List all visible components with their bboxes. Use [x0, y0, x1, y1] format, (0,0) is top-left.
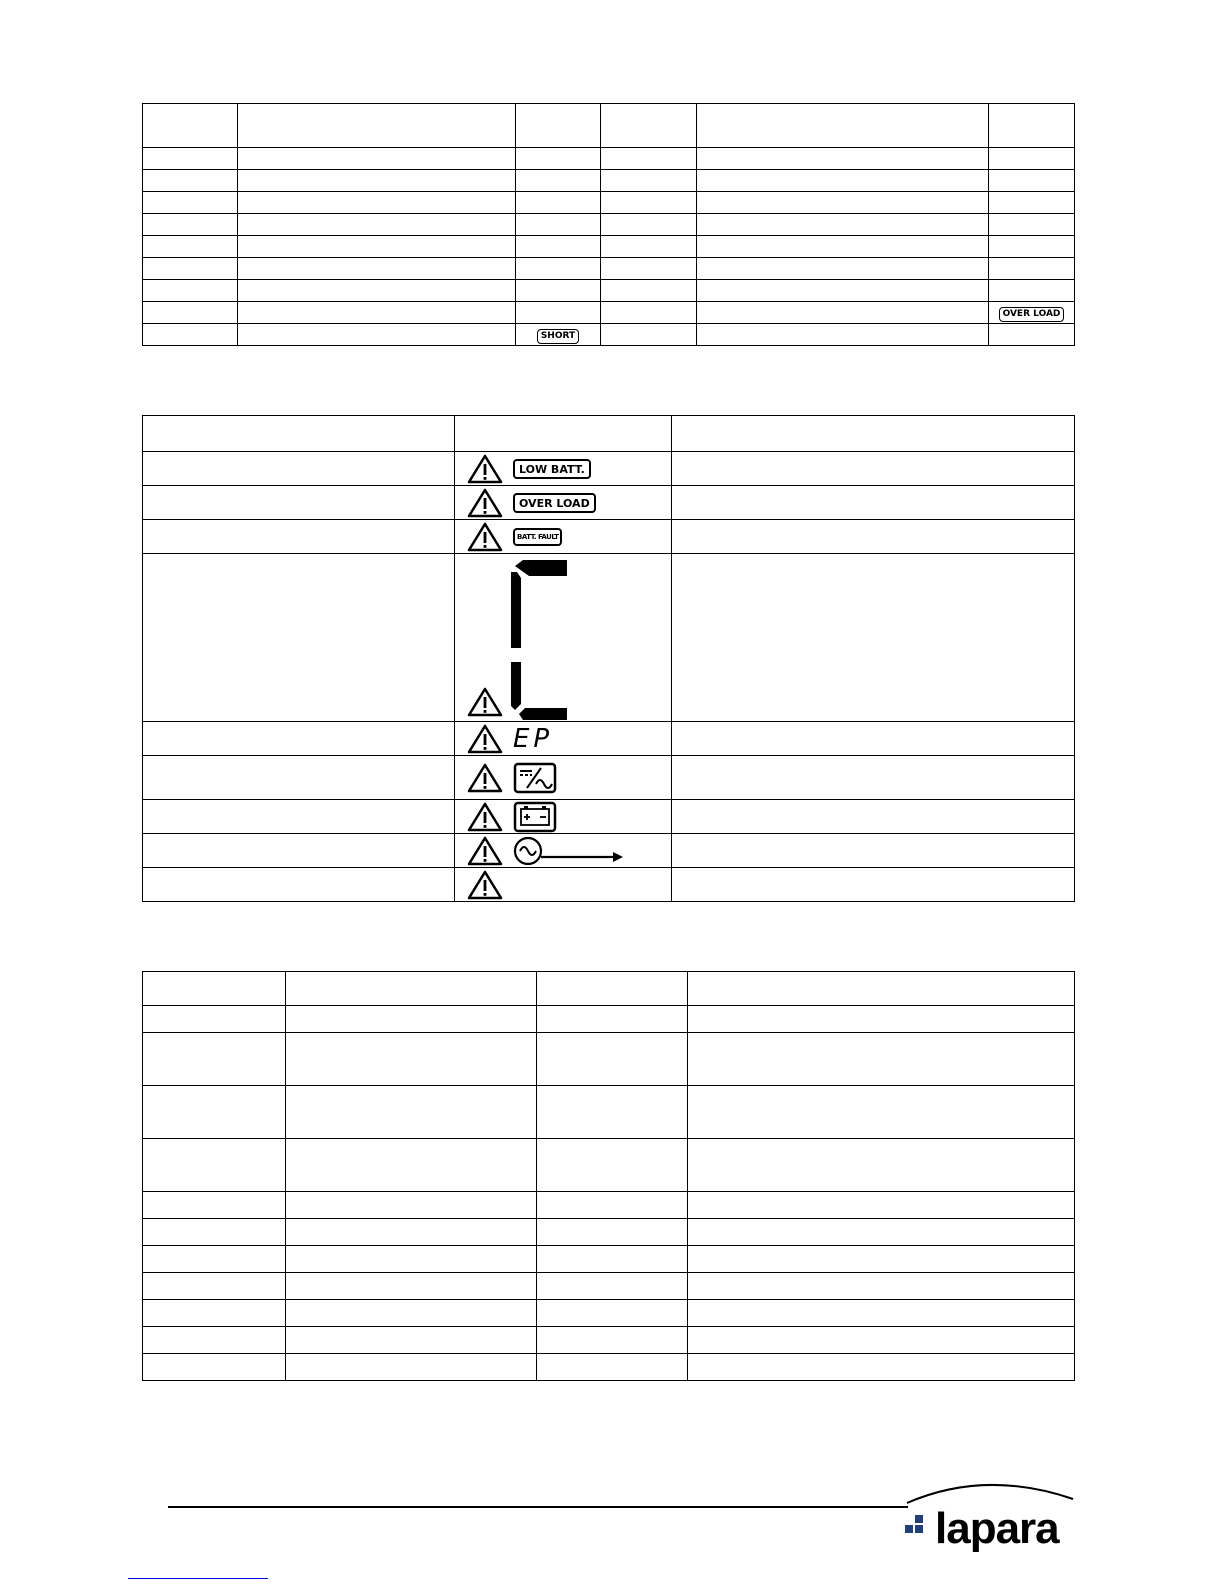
- table-row: [143, 800, 1075, 834]
- table-cell: [455, 722, 672, 756]
- table-row: [143, 868, 1075, 902]
- specification-table: [142, 971, 1075, 1381]
- table-row: [143, 1006, 1075, 1033]
- fault-code-table: [142, 103, 1075, 346]
- table-cell: [601, 104, 697, 148]
- table-row: [143, 302, 1075, 324]
- table-cell: [516, 104, 601, 148]
- table-row: [143, 258, 1075, 280]
- ac-output-arrow-icon: [513, 835, 625, 867]
- table-row: [143, 520, 1075, 554]
- table-cell: [455, 486, 672, 520]
- table-row: [143, 214, 1075, 236]
- warning-triangle-icon: [467, 724, 503, 754]
- table-row: [143, 1033, 1075, 1086]
- over-load-symbol: OVER LOAD: [999, 307, 1065, 322]
- batt-fault-symbol: BATT. FAULT: [513, 528, 562, 546]
- table-row: [143, 1219, 1075, 1246]
- table-row: [143, 1139, 1075, 1192]
- short-symbol: SHORT: [537, 329, 579, 344]
- table-row: [143, 1354, 1075, 1381]
- table-cell: [455, 834, 672, 868]
- table-row: [143, 280, 1075, 302]
- table-row: [143, 722, 1075, 756]
- logo-wordmark: lapara: [935, 1504, 1059, 1553]
- table-row: [143, 452, 1075, 486]
- footer-divider: [168, 1506, 908, 1508]
- table-cell: [989, 104, 1075, 148]
- table-cell: [455, 452, 672, 486]
- table-row: [143, 486, 1075, 520]
- table-header-row: [143, 972, 1075, 1006]
- warning-triangle-icon: [467, 763, 503, 793]
- inverter-dc-ac-icon: [513, 762, 557, 794]
- table-row: [143, 1327, 1075, 1354]
- warning-triangle-icon: [467, 488, 503, 518]
- warning-triangle-icon: [467, 522, 503, 552]
- table-header-row: [143, 416, 1075, 452]
- table-cell: [989, 302, 1075, 324]
- warning-triangle-icon: [467, 802, 503, 832]
- table-cell: [455, 868, 672, 902]
- table-row: [143, 324, 1075, 346]
- table-cell: [238, 104, 516, 148]
- table-cell: [516, 324, 601, 346]
- table-row: [143, 1086, 1075, 1139]
- table-cell: [143, 104, 238, 148]
- over-load-symbol: OVER LOAD: [513, 493, 596, 513]
- ep-symbol: EP: [513, 723, 554, 754]
- warning-triangle-icon: [467, 870, 503, 900]
- table-cell: [455, 756, 672, 800]
- table-row: [143, 1192, 1075, 1219]
- table-row: [143, 1273, 1075, 1300]
- table-row: [143, 1300, 1075, 1327]
- table-row: [143, 1246, 1075, 1273]
- table-header-row: [143, 104, 1075, 148]
- table-cell: [455, 800, 672, 834]
- table-cell: [697, 104, 989, 148]
- table-row: [143, 192, 1075, 214]
- battery-icon: [513, 801, 557, 833]
- table-cell: [455, 554, 672, 722]
- warning-indicator-table: [142, 415, 1075, 902]
- table-cell: [455, 520, 672, 554]
- table-row: [143, 170, 1075, 192]
- warning-triangle-icon: [467, 454, 503, 484]
- low-batt-symbol: LOW BATT.: [513, 459, 591, 479]
- table-row: [143, 236, 1075, 258]
- table-row: [143, 554, 1075, 722]
- footer-link-underline: [128, 1578, 268, 1579]
- warning-triangle-icon: [467, 836, 503, 866]
- table-row: [143, 834, 1075, 868]
- warning-triangle-icon: [467, 687, 503, 717]
- table-row: [143, 756, 1075, 800]
- table-row: [143, 148, 1075, 170]
- lcd-segment-digit-icon: [509, 558, 571, 720]
